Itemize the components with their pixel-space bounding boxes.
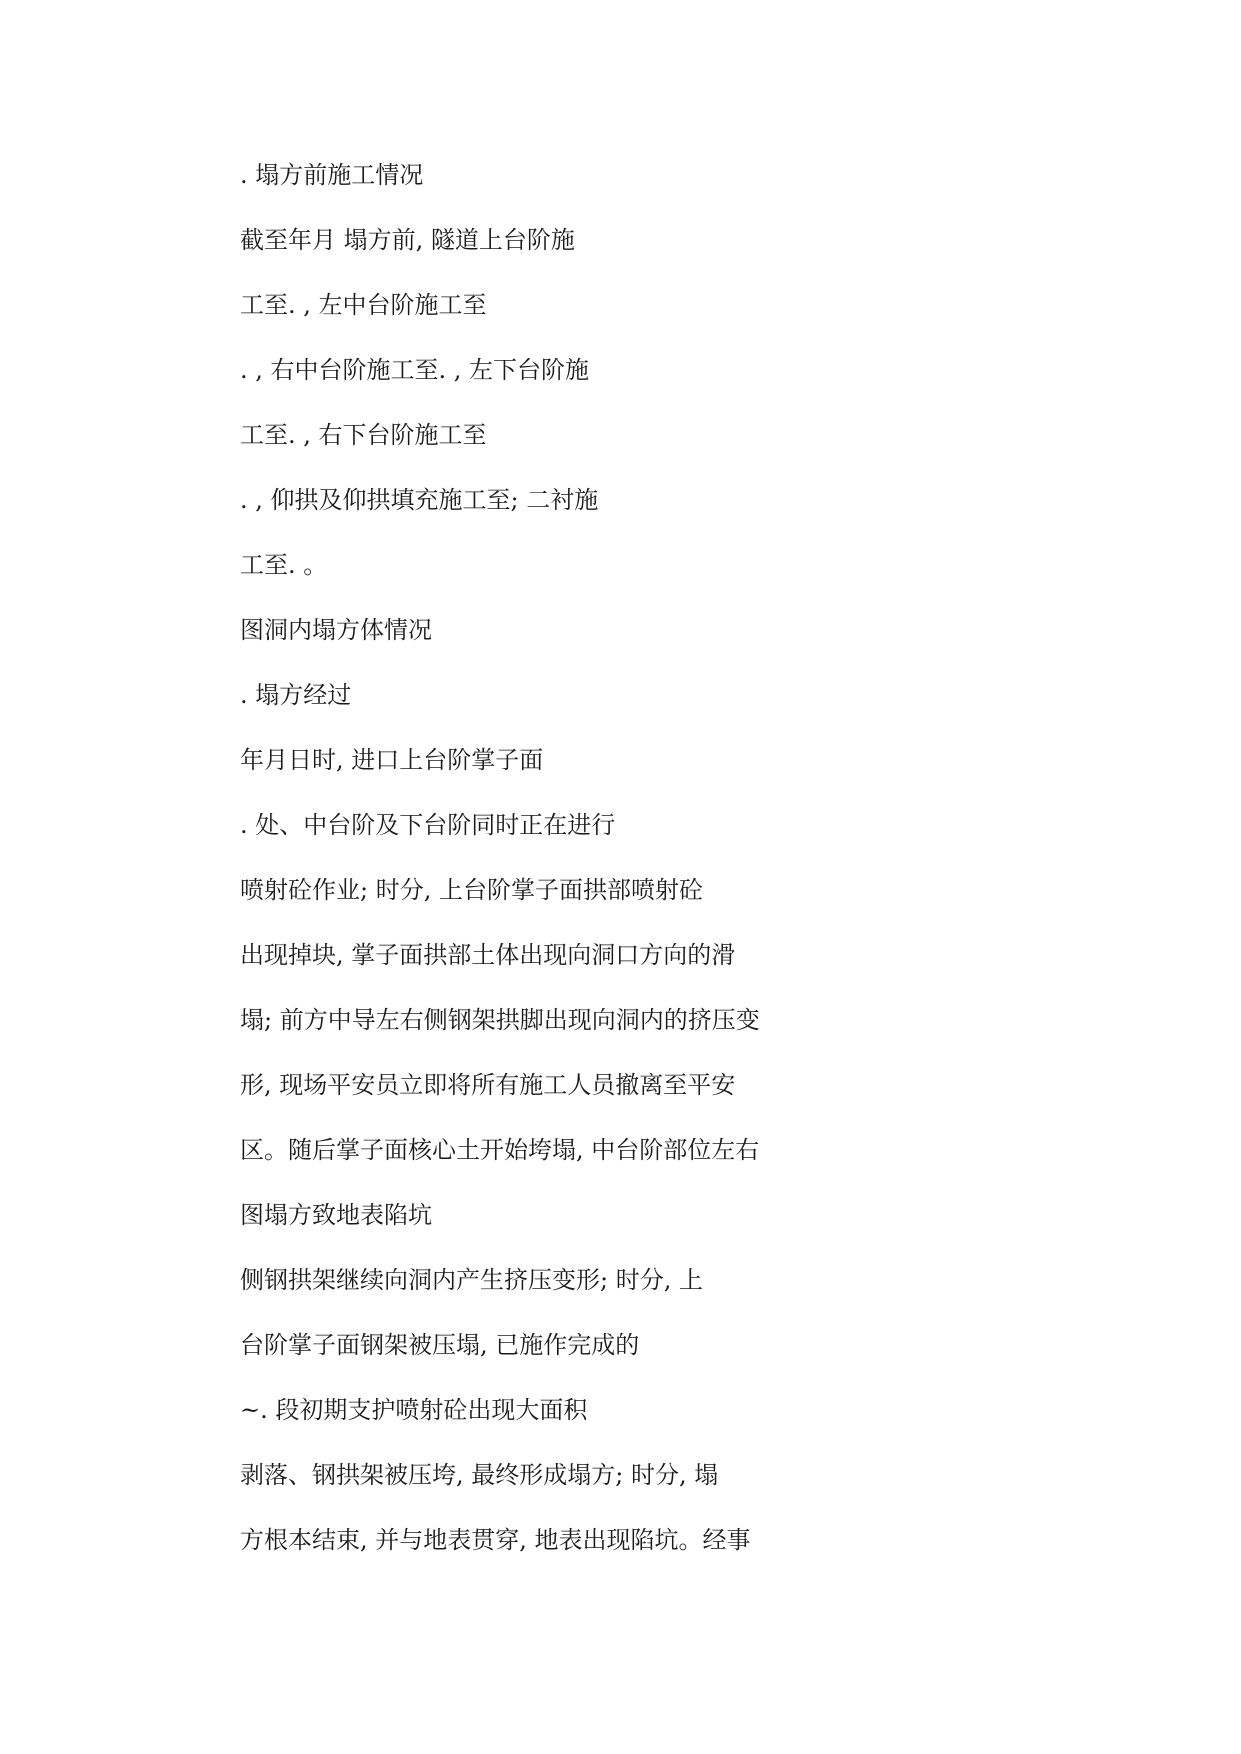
text-line: 剥落、钢拱架被压垮, 最终形成塌方; 时分, 塌: [240, 1461, 719, 1489]
text-line: 区。随后掌子面核心土开始垮塌, 中台阶部位左右: [240, 1136, 760, 1164]
text-line: . 塌方前施工情况: [240, 161, 424, 189]
figure-caption: 图塌方致地表陷坑: [240, 1201, 432, 1229]
document-body: [240, 162, 1100, 1592]
text-line: 年月日时, 进口上台阶掌子面: [240, 746, 544, 774]
text-line: 截至年月 塌方前, 隧道上台阶施: [240, 226, 575, 254]
section-heading: . 塌方经过: [240, 681, 352, 709]
text-line: 方根本结束, 并与地表贯穿, 地表出现陷坑。经事: [240, 1526, 751, 1554]
text-line: 工至. 。: [240, 551, 328, 579]
text-line: . , 仰拱及仰拱填充施工至; 二衬施: [240, 486, 599, 514]
text-line: 喷射砼作业; 时分, 上台阶掌子面拱部喷射砼: [240, 876, 703, 904]
text-line: 形, 现场平安员立即将所有施工人员撤离至平安: [240, 1071, 736, 1099]
text-line: 台阶掌子面钢架被压塌, 已施作完成的: [240, 1331, 640, 1359]
text-line: 塌; 前方中导左右侧钢架拱脚出现向洞内的挤压变: [240, 1006, 760, 1034]
text-line: ~. 段初期支护喷射砼出现大面积: [240, 1396, 588, 1424]
figure-caption: 图洞内塌方体情况: [240, 616, 432, 644]
text-line: . 处、中台阶及下台阶同时正在进行: [240, 811, 616, 839]
text-line: 工至. , 右下台阶施工至: [240, 421, 487, 449]
text-line: 出现掉块, 掌子面拱部土体出现向洞口方向的滑: [240, 941, 736, 969]
text-line: . , 右中台阶施工至. , 左下台阶施: [240, 356, 590, 384]
text-line: 工至. , 左中台阶施工至: [240, 291, 487, 319]
text-line: 侧钢拱架继续向洞内产生挤压变形; 时分, 上: [240, 1266, 703, 1294]
